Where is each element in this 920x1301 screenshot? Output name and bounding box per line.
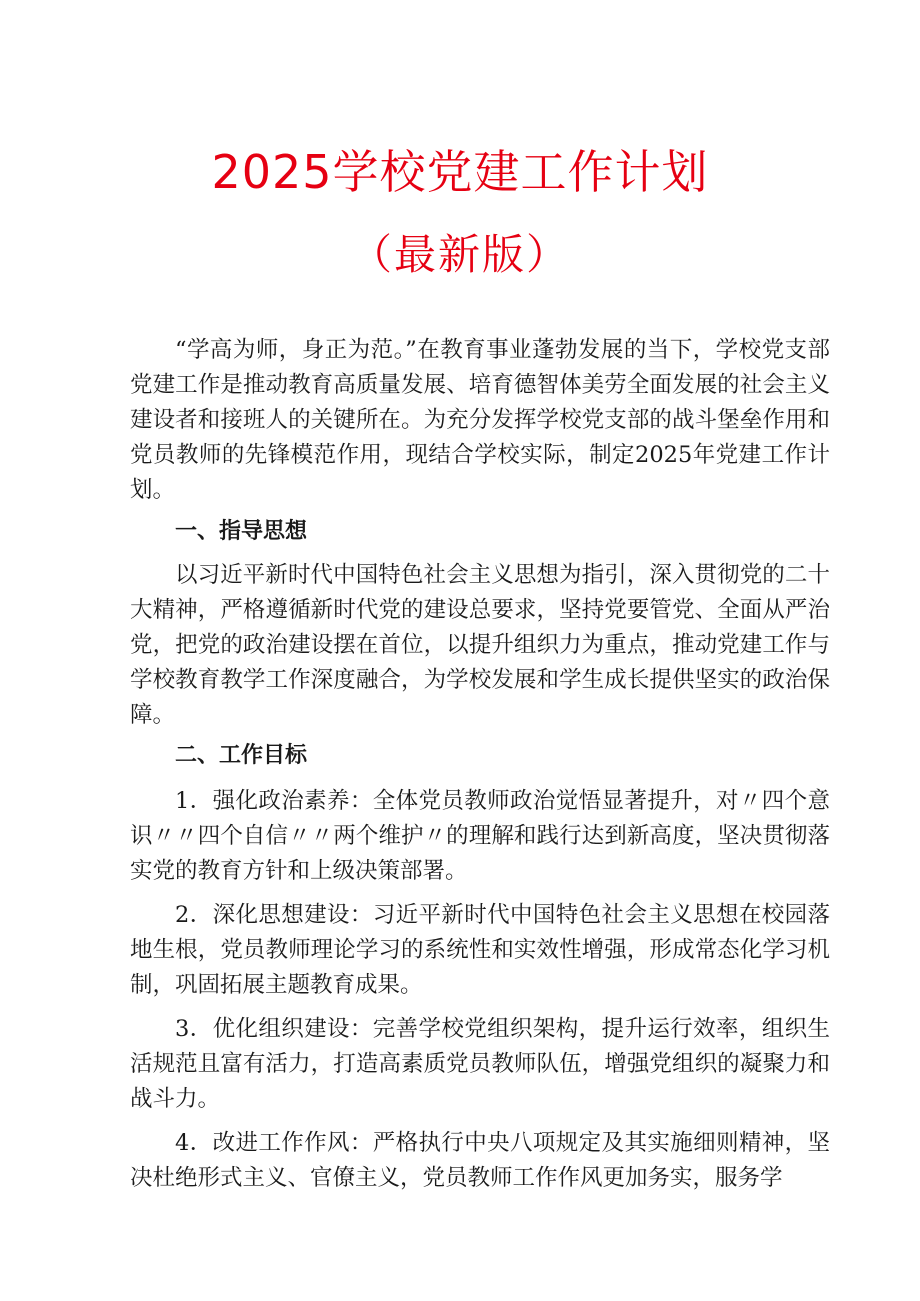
goal-item-political-literacy: 1．强化政治素养：全体党员教师政治觉悟显著提升，对〃四个意识〃〃四个自信〃〃两个维护〃的理解和践行达到新高度，坚决贯彻落实党的教育方针和上级决策部署。 <box>130 788 830 884</box>
guiding-ideology-paragraph: 以习近平新时代中国特色社会主义思想为指引，深入贯彻党的二十大精神，严格遵循新时代党的建设总要求，坚持党要管党、全面从严治党，把党的政治建设摆在首位，以提升组织力为重点，推动党建工作与学校教育教学工作深度融合，为学校发展和学生成长提供坚实的政治保障。 <box>130 562 830 728</box>
section-heading-guiding-ideology: 一、指导思想 <box>175 519 308 544</box>
goal-item-organizational-building: 3．优化组织建设：完善学校党组织架构，提升运行效率，组织生活规范且富有活力，打造高素质党员教师队伍，增强党组织的凝聚力和战斗力。 <box>130 1016 830 1112</box>
intro-paragraph: “学高为师，身正为范。”在教育事业蓬勃发展的当下，学校党支部党建工作是推动教育高质量发展、培育德智体美劳全面发展的社会主义建设者和接班人的关键所在。为充分发挥学校党支部的战斗堡垒作用和党员教师的先锋模范作用，现结合学校实际，制定2025年党建工作计划。 <box>130 337 830 503</box>
document-subtitle: （最新版） <box>349 230 570 279</box>
goal-item-ideological-building: 2．深化思想建设：习近平新时代中国特色社会主义思想在校园落地生根，党员教师理论学习的系统性和实效性增强，形成常态化学习机制，巩固拓展主题教育成果。 <box>130 902 830 998</box>
section-heading-work-goals: 二、工作目标 <box>175 743 308 768</box>
document-title: 2025学校党建工作计划 <box>211 145 709 199</box>
goal-item-work-style: 4．改进工作作风：严格执行中央八项规定及其实施细则精神，坚决杜绝形式主义、官僚主义，党员教师工作作风更加务实，服务学 <box>130 1130 830 1191</box>
